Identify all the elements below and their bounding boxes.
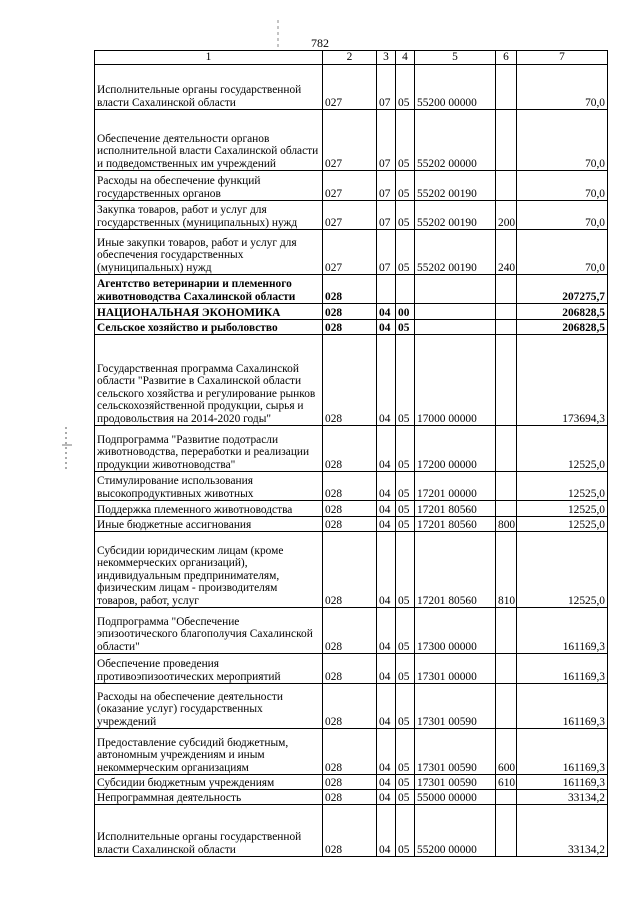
cell-amount: 161169,3 xyxy=(517,608,608,654)
cell-amount: 70,0 xyxy=(517,65,608,110)
cell-section: 07 xyxy=(377,201,396,230)
cell-subsection: 05 xyxy=(396,775,415,790)
cell-type xyxy=(496,65,517,110)
cell-name: Непрограммная деятельность xyxy=(95,790,323,805)
cell-section: 04 xyxy=(377,532,396,608)
cell-target: 17201 80560 xyxy=(415,532,496,608)
table-row xyxy=(95,501,608,517)
table-row xyxy=(95,201,608,230)
table-row xyxy=(95,335,608,426)
fold-line-icon xyxy=(276,20,280,48)
budget-table xyxy=(94,50,608,857)
cell-amount: 161169,3 xyxy=(517,775,608,790)
cell-type xyxy=(496,472,517,501)
cell-type xyxy=(496,335,517,426)
cell-amount: 161169,3 xyxy=(517,729,608,775)
cell-type xyxy=(496,110,517,171)
table-row xyxy=(95,426,608,472)
table-row xyxy=(95,654,608,684)
cell-type xyxy=(496,684,517,729)
cell-target: 17201 80560 xyxy=(415,501,496,517)
cell-subsection: 05 xyxy=(396,608,415,654)
cell-name: Исполнительные органы государственной власти Сахалинской области xyxy=(95,805,323,857)
cell-section xyxy=(377,275,396,304)
cell-type xyxy=(496,320,517,335)
cell-target: 55202 00190 xyxy=(415,230,496,275)
cell-amount: 70,0 xyxy=(517,230,608,275)
cell-section: 07 xyxy=(377,65,396,110)
cell-amount: 173694,3 xyxy=(517,335,608,426)
table-row xyxy=(95,230,608,275)
cell-name: Расходы на обеспечение функций государственных органов xyxy=(95,171,323,201)
cell-subsection: 05 xyxy=(396,171,415,201)
cell-type: 800 xyxy=(496,517,517,532)
cell-target xyxy=(415,275,496,304)
cell-section: 04 xyxy=(377,320,396,335)
cell-type xyxy=(496,790,517,805)
cell-admin: 028 xyxy=(323,805,377,857)
cell-amount: 12525,0 xyxy=(517,517,608,532)
cell-amount: 161169,3 xyxy=(517,684,608,729)
cell-name: Закупка товаров, работ и услуг для государственных (муниципальных) нужд xyxy=(95,201,323,230)
cell-subsection: 00 xyxy=(396,304,415,320)
table-row xyxy=(95,532,608,608)
table-row xyxy=(95,790,608,805)
cell-target: 17201 80560 xyxy=(415,517,496,532)
cell-name: Иные закупки товаров, работ и услуг для обеспечения государственных (муниципальных) нужд xyxy=(95,230,323,275)
cell-amount: 12525,0 xyxy=(517,532,608,608)
cell-amount: 70,0 xyxy=(517,201,608,230)
table-row xyxy=(95,110,608,171)
table-row xyxy=(95,320,608,335)
cell-amount: 33134,2 xyxy=(517,805,608,857)
header-col-4: 4 xyxy=(396,51,415,65)
cell-type: 240 xyxy=(496,230,517,275)
table-row xyxy=(95,275,608,304)
cell-amount: 207275,7 xyxy=(517,275,608,304)
table-row xyxy=(95,65,608,110)
cell-amount: 12525,0 xyxy=(517,472,608,501)
cell-name: Агентство ветеринарии и племенного животноводства Сахалинской области xyxy=(95,275,323,304)
cell-subsection: 05 xyxy=(396,201,415,230)
table-row xyxy=(95,684,608,729)
header-col-6: 6 xyxy=(496,51,517,65)
header-col-5: 5 xyxy=(415,51,496,65)
cell-name: Обеспечение проведения противоэпизоотических мероприятий xyxy=(95,654,323,684)
cell-admin: 028 xyxy=(323,775,377,790)
cell-section: 04 xyxy=(377,790,396,805)
cell-admin: 028 xyxy=(323,335,377,426)
table-row xyxy=(95,517,608,532)
cell-amount: 12525,0 xyxy=(517,501,608,517)
cell-section: 04 xyxy=(377,304,396,320)
cell-section: 04 xyxy=(377,608,396,654)
table-body xyxy=(95,65,608,857)
table-row xyxy=(95,608,608,654)
cell-target: 17201 00000 xyxy=(415,472,496,501)
cell-admin: 028 xyxy=(323,684,377,729)
cell-name: Обеспечение деятельности органов исполнительной власти Сахалинской области и подведомственных им учреждений xyxy=(95,110,323,171)
cell-section: 04 xyxy=(377,805,396,857)
table-row xyxy=(95,304,608,320)
cell-subsection: 05 xyxy=(396,230,415,275)
cell-admin: 028 xyxy=(323,472,377,501)
cell-admin: 027 xyxy=(323,171,377,201)
cell-target: 55202 00190 xyxy=(415,201,496,230)
header-col-3: 3 xyxy=(377,51,396,65)
cell-target: 55000 00000 xyxy=(415,790,496,805)
cell-type xyxy=(496,171,517,201)
table-row xyxy=(95,805,608,857)
cell-admin: 027 xyxy=(323,230,377,275)
cell-type: 200 xyxy=(496,201,517,230)
cell-amount: 70,0 xyxy=(517,110,608,171)
cell-amount: 33134,2 xyxy=(517,790,608,805)
cell-subsection: 05 xyxy=(396,654,415,684)
cell-type xyxy=(496,805,517,857)
cell-type xyxy=(496,501,517,517)
cell-section: 04 xyxy=(377,501,396,517)
cell-type xyxy=(496,275,517,304)
cell-name: Субсидии бюджетным учреждениям xyxy=(95,775,323,790)
cell-subsection: 05 xyxy=(396,532,415,608)
cell-admin: 028 xyxy=(323,654,377,684)
cell-section: 04 xyxy=(377,517,396,532)
cell-section: 04 xyxy=(377,775,396,790)
cell-type xyxy=(496,304,517,320)
cell-target: 55200 00000 xyxy=(415,805,496,857)
cell-subsection: 05 xyxy=(396,729,415,775)
cell-name: Предоставление субсидий бюджетным, автономным учреждениям и иным некоммерческим организациям xyxy=(95,729,323,775)
table-row xyxy=(95,472,608,501)
cell-section: 07 xyxy=(377,110,396,171)
cell-name: НАЦИОНАЛЬНАЯ ЭКОНОМИКА xyxy=(95,304,323,320)
cell-amount: 161169,3 xyxy=(517,654,608,684)
cell-name: Исполнительные органы государственной власти Сахалинской области xyxy=(95,65,323,110)
cell-target: 55200 00000 xyxy=(415,65,496,110)
cell-admin: 028 xyxy=(323,532,377,608)
table-header-row xyxy=(95,51,608,65)
cell-target: 17301 00590 xyxy=(415,684,496,729)
cell-amount: 206828,5 xyxy=(517,320,608,335)
cell-name: Субсидии юридическим лицам (кроме некоммерческих организаций), индивидуальным предпринимателям, физическим лицам - производителям товаров, работ, услуг xyxy=(95,532,323,608)
cell-admin: 028 xyxy=(323,320,377,335)
cell-admin: 028 xyxy=(323,275,377,304)
cell-amount: 206828,5 xyxy=(517,304,608,320)
cell-admin: 027 xyxy=(323,65,377,110)
cell-type xyxy=(496,608,517,654)
cell-name: Поддержка племенного животноводства xyxy=(95,501,323,517)
cell-name: Государственная программа Сахалинской области "Развитие в Сахалинской области сельского хозяйства и регулирование рынков сельскохозяйственной продукции, сырья и продовольствия на 2014-2020 годы" xyxy=(95,335,323,426)
cell-name: Подпрограмма "Развитие подотрасли животноводства, переработки и реализации продукции животноводства" xyxy=(95,426,323,472)
header-col-1: 1 xyxy=(95,51,323,65)
table-row xyxy=(95,171,608,201)
cell-subsection: 05 xyxy=(396,790,415,805)
cell-subsection: 05 xyxy=(396,65,415,110)
cell-admin: 028 xyxy=(323,517,377,532)
cell-subsection: 05 xyxy=(396,335,415,426)
cell-name: Сельское хозяйство и рыболовство xyxy=(95,320,323,335)
cell-section: 04 xyxy=(377,472,396,501)
cell-target xyxy=(415,304,496,320)
cell-target: 17301 00590 xyxy=(415,729,496,775)
cell-section: 04 xyxy=(377,426,396,472)
cell-target: 17300 00000 xyxy=(415,608,496,654)
cell-subsection xyxy=(396,275,415,304)
cell-subsection: 05 xyxy=(396,517,415,532)
cell-type: 600 xyxy=(496,729,517,775)
cell-amount: 12525,0 xyxy=(517,426,608,472)
cell-subsection: 05 xyxy=(396,684,415,729)
cell-admin: 027 xyxy=(323,110,377,171)
cell-subsection: 05 xyxy=(396,805,415,857)
cell-name: Иные бюджетные ассигнования xyxy=(95,517,323,532)
cell-subsection: 05 xyxy=(396,426,415,472)
cell-admin: 028 xyxy=(323,501,377,517)
cell-type xyxy=(496,426,517,472)
header-col-7: 7 xyxy=(517,51,608,65)
cell-name: Стимулирование использования высокопродуктивных животных xyxy=(95,472,323,501)
cell-type: 610 xyxy=(496,775,517,790)
cell-type: 810 xyxy=(496,532,517,608)
cell-section: 04 xyxy=(377,654,396,684)
cell-section: 07 xyxy=(377,171,396,201)
cell-target: 17200 00000 xyxy=(415,426,496,472)
cell-target: 17301 00000 xyxy=(415,654,496,684)
cell-admin: 028 xyxy=(323,729,377,775)
cell-subsection: 05 xyxy=(396,501,415,517)
cell-admin: 027 xyxy=(323,201,377,230)
page-number: 782 xyxy=(311,36,329,50)
cell-section: 04 xyxy=(377,684,396,729)
cell-subsection: 05 xyxy=(396,320,415,335)
cell-admin: 028 xyxy=(323,608,377,654)
cell-section: 07 xyxy=(377,230,396,275)
cell-target: 55202 00190 xyxy=(415,171,496,201)
cell-section: 04 xyxy=(377,335,396,426)
cell-type xyxy=(496,654,517,684)
cell-section: 04 xyxy=(377,729,396,775)
cell-target: 17000 00000 xyxy=(415,335,496,426)
cell-target xyxy=(415,320,496,335)
cell-admin: 028 xyxy=(323,426,377,472)
cell-subsection: 05 xyxy=(396,472,415,501)
header-col-2: 2 xyxy=(323,51,377,65)
cell-amount: 70,0 xyxy=(517,171,608,201)
scan-mark-icon xyxy=(60,425,74,475)
cell-target: 55202 00000 xyxy=(415,110,496,171)
cell-name: Расходы на обеспечение деятельности (оказание услуг) государственных учреждений xyxy=(95,684,323,729)
cell-target: 17301 00590 xyxy=(415,775,496,790)
cell-subsection: 05 xyxy=(396,110,415,171)
table-row xyxy=(95,775,608,790)
cell-name: Подпрограмма "Обеспечение эпизоотического благополучия Сахалинской области" xyxy=(95,608,323,654)
cell-admin: 028 xyxy=(323,304,377,320)
table-row xyxy=(95,729,608,775)
cell-admin: 028 xyxy=(323,790,377,805)
